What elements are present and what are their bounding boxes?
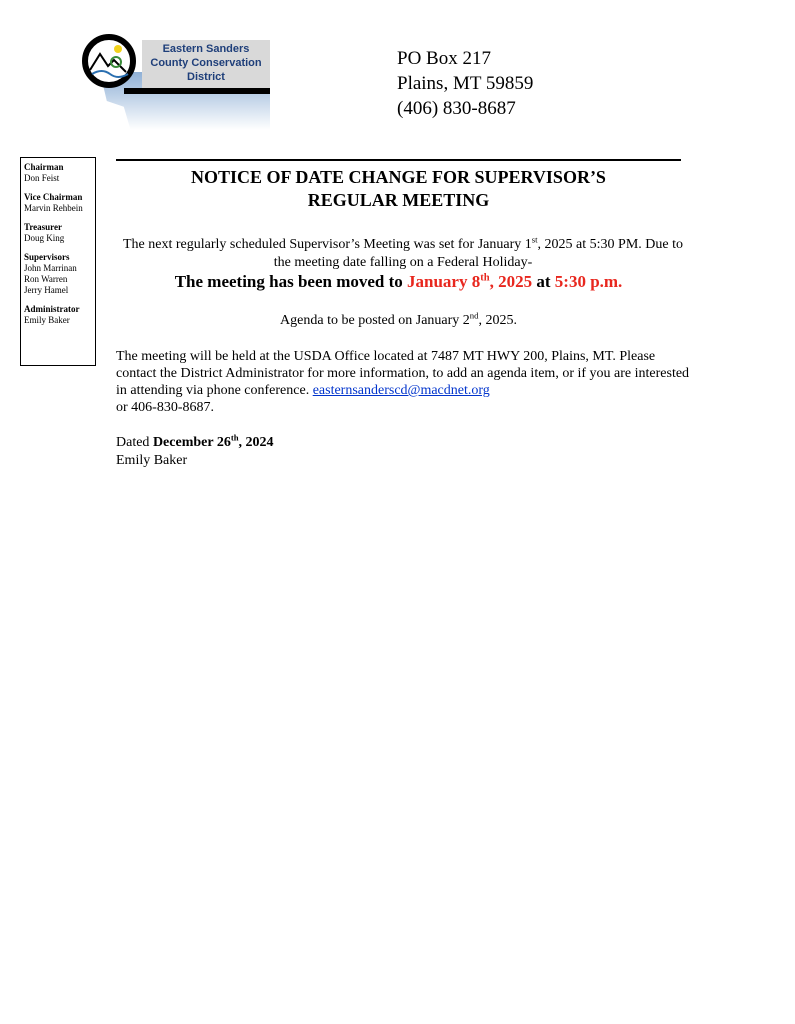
officer-name: Emily Baker: [24, 315, 70, 325]
officer-name: John Marrinan: [24, 263, 77, 273]
officer-name: Don Feist: [24, 173, 60, 183]
officer-role: Supervisors: [24, 252, 70, 262]
officer-group: [24, 304, 92, 326]
officer-group: [24, 222, 92, 244]
dated-signature: Dated December 26th, 2024 Emily Baker: [116, 432, 274, 468]
logo-emblem-icon: [82, 34, 136, 88]
intro-paragraph: The next regularly scheduled Supervisor’s Meeting was set for January 1st, 2025 at 5:30 PM. Due to the meeting date falling on a Federal Holiday-: [123, 234, 683, 270]
agenda-note: Agenda to be posted on January 2nd, 2025.: [280, 310, 517, 328]
officer-name: Ron Warren: [24, 274, 68, 284]
officer-group: [24, 192, 92, 214]
location-paragraph: The meeting will be held at the USDA Office located at 7487 MT HWY 200, Plains, MT. Please contact the District Administrator for more information, to add an agenda item, or if you are interested in attending via phone conference. easternsanderscd@macdnet.org or 406-830-8687.: [116, 349, 690, 415]
moved-announcement: The meeting has been moved to January 8th, 2025 at 5:30 p.m.: [174, 272, 623, 291]
new-time: 5:30 p.m.: [554, 272, 623, 291]
notice-title: NOTICE OF DATE CHANGE FOR SUPERVISOR’S REGULAR MEETING: [191, 167, 606, 210]
new-date: January 8th, 2025: [407, 272, 533, 291]
officer-role: Administrator: [24, 304, 80, 314]
email-link[interactable]: easternsanderscd@macdnet.org: [312, 383, 490, 398]
district-logo: [80, 32, 272, 132]
officer-role: Treasurer: [24, 222, 62, 232]
officer-group: [24, 252, 92, 296]
logo-bar: [124, 88, 270, 94]
header-rule: [116, 159, 681, 161]
address-line: PO Box 217: [397, 48, 491, 69]
officers-sidebar: [20, 157, 96, 366]
signer-name: Emily Baker: [116, 453, 188, 468]
mailing-address: [397, 46, 533, 121]
officer-name: Doug King: [24, 233, 65, 243]
logo-name: Eastern Sanders County Conservation District: [142, 40, 270, 90]
officer-role: Chairman: [24, 162, 64, 172]
officer-name: Marvin Rehbein: [24, 203, 83, 213]
officer-group: [24, 162, 92, 184]
officer-name: Jerry Hamel: [24, 285, 69, 295]
officer-role: Vice Chairman: [24, 192, 83, 202]
address-line: Plains, MT 59859: [397, 73, 534, 94]
phone-number: (406) 830-8687: [397, 98, 516, 119]
